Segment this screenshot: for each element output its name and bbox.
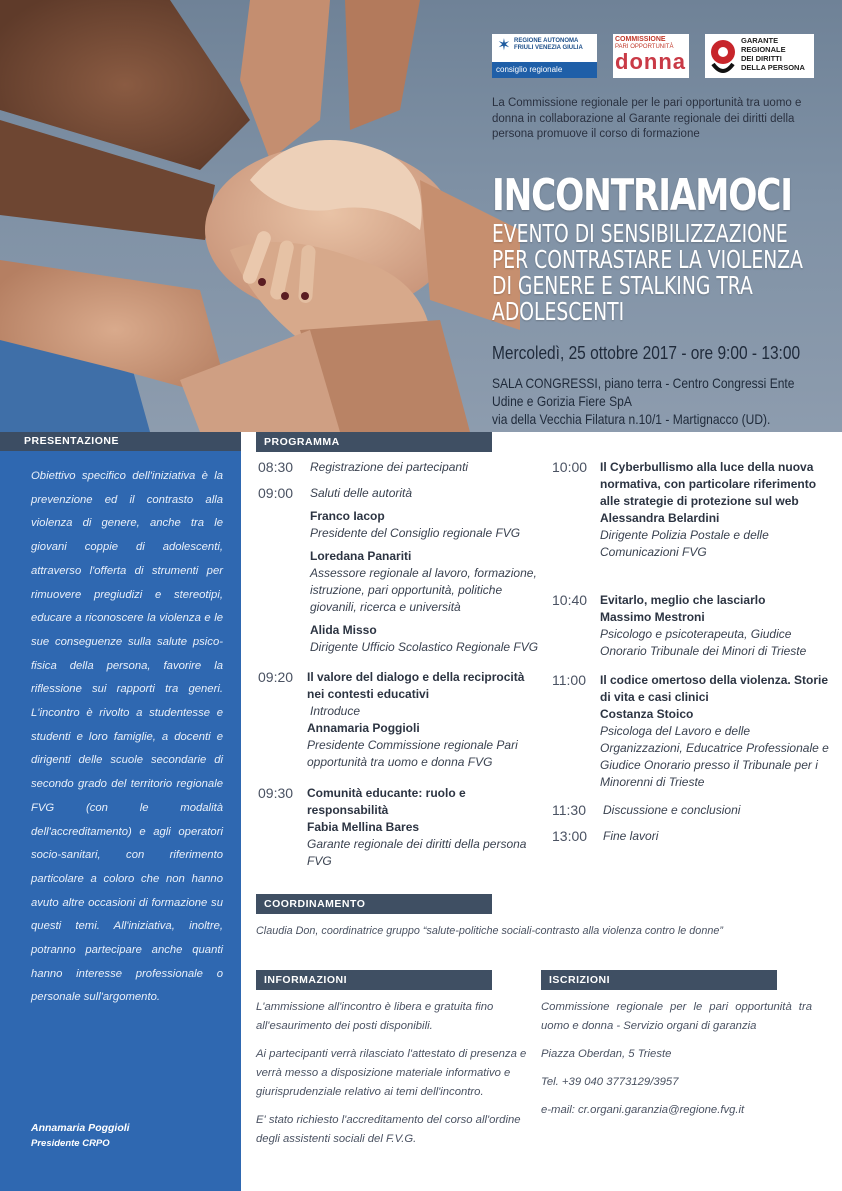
event-title: INCONTRIAMOCI: [492, 170, 792, 221]
program-text: Fine lavori: [603, 829, 659, 843]
info-paragraph: Ai partecipanti verrà rilasciato l'attestato di presenza e verrà messo a disposizione materiale informativo e giurisprudenziale relativo ai temi dell'incontro.: [256, 1048, 527, 1098]
subtitle-line3: DI GENERE E STALKING TRA: [492, 271, 753, 300]
program-time: 09:00: [258, 485, 294, 501]
partner-logos: [492, 34, 814, 78]
garante-line1: GARANTE: [741, 36, 779, 45]
garante-line2: REGIONALE: [741, 45, 786, 54]
iscrizioni-heading: ISCRIZIONI: [541, 970, 777, 990]
info-paragraph: L'ammissione all'incontro è libera e gratuita fino all'esaurimento dei posti disponibili.: [256, 1001, 494, 1032]
informazioni-heading: INFORMAZIONI: [256, 970, 492, 990]
signature-role: Presidente CRPO: [31, 1138, 110, 1149]
venue-line3: via della Vecchia Filatura n.10/1 - Martignacco (UD).: [492, 411, 771, 427]
cpo-logo-line1: COMMISSIONE: [615, 36, 666, 43]
session-title: Il Cyberbullismo alla luce della nuova normativa, con particolare riferimento alle strategie di protezione sul web: [600, 460, 817, 508]
program-time: 10:00: [552, 459, 588, 475]
speaker-role: Presidente Commissione regionale Pari opportunità tra uomo e donna FVG: [307, 738, 518, 769]
garante-logo-text: [741, 36, 805, 72]
iscrizioni-address: Piazza Oberdan, 5 Trieste: [541, 1048, 672, 1060]
program-time: 11:30: [552, 802, 586, 818]
subtitle-line2: PER CONTRASTARE LA VIOLENZA: [492, 245, 803, 274]
fvg-logo-text: REGIONE AUTONOMA FRIULI VENEZIA GIULIA: [514, 38, 583, 51]
speaker-name: Costanza Stoico: [600, 707, 694, 721]
garante-mark-icon: [709, 38, 737, 74]
iscrizioni-email[interactable]: e-mail: cr.organi.garanzia@regione.fvg.it: [541, 1104, 745, 1116]
speaker-name: Fabia Mellina Bares: [307, 820, 420, 834]
program-time: 09:30: [258, 785, 294, 801]
program-text: Registrazione dei partecipanti: [310, 460, 469, 474]
signature-name: Annamaria Poggioli: [31, 1122, 130, 1134]
programma-heading: PROGRAMMA: [256, 432, 492, 452]
iscrizioni-paragraph: Commissione regionale per le pari opportunità tra uomo e donna - Servizio organi di garanzia: [541, 1001, 812, 1032]
consiglio-regionale-logo: [492, 34, 597, 78]
coordinamento-heading: COORDINAMENTO: [256, 894, 492, 914]
event-subtitle: [492, 221, 807, 325]
speaker-role: Dirigente Ufficio Scolastico Regionale FVG: [310, 640, 539, 654]
session-title: Comunità educante: ruolo e responsabilità: [307, 786, 466, 817]
iscrizioni-text: [541, 998, 812, 1120]
speaker-role: Psicologo e psicoterapeuta, Giudice Onorario Tribunale dei Minori di Trieste: [600, 627, 807, 658]
speaker-role: Garante regionale dei diritti della persona FVG: [307, 837, 527, 868]
speaker-name: Alida Misso: [310, 623, 377, 637]
event-venue: [492, 374, 794, 428]
coordinamento-text: Claudia Don, coordinatrice gruppo “salute-politiche sociali-contrasto alla violenza contro le donne”: [256, 925, 723, 937]
speaker-name: Franco Iacop: [310, 509, 385, 523]
venue-line1: SALA CONGRESSI, piano terra - Centro Congressi Ente: [492, 375, 795, 391]
cpo-logo-line2: PARI OPPORTUNITÀ: [615, 44, 674, 50]
eagle-icon: ✶: [497, 37, 511, 54]
speaker-role: Presidente del Consiglio regionale FVG: [310, 526, 521, 540]
speaker-role: Dirigente Polizia Postale e delle Comunicazioni FVG: [600, 528, 769, 559]
event-date: Mercoledì, 25 ottobre 2017 - ore 9:00 - 13:00: [492, 343, 801, 363]
program-time: 13:00: [552, 828, 588, 844]
session-note: Introduce: [310, 704, 361, 718]
session-title: Il codice omertoso della violenza. Storie di vita e casi clinici: [600, 673, 829, 704]
cpo-logo-word: donna: [615, 49, 686, 74]
program-text: Saluti delle autorità: [310, 486, 413, 500]
program-time: 08:30: [258, 459, 294, 475]
speaker-name: Massimo Mestroni: [600, 610, 705, 624]
commissione-pari-opportunita-logo: [613, 34, 689, 78]
presentazione-text: Obiettivo specifico dell'iniziativa è la prevenzione ed il contrasto alla violenza di genere, anche tra le giovani coppie di adolescenti, attraverso l'offerta di strumenti per rimuovere pregiudizi e stereotipi, educare a riconoscere la violenza e le sue conseguenze sulla salute psico-fisica della persona, favorire la riflessione sui rapporti tra generi. L'incontro è rivolto a studentesse e studenti e loro famiglie, a docenti e dirigenti delle scuole secondarie di secondo grado del territorio regionale FVG (con le modalità dell'accreditamento) e agli operatori socio-sanitari, con riferimento particolare a coloro che non hanno avuto altre occasioni di formazione su questi temi. All'iniziativa, inoltre, potranno partecipare anche quanti hanno interesse professionale o personale sull'argomento.: [31, 470, 223, 1004]
program-text: Discussione e conclusioni: [603, 803, 741, 817]
presentazione-heading: PRESENTAZIONE: [0, 432, 241, 451]
program-time: 11:00: [552, 672, 586, 688]
speaker-role: Assessore regionale al lavoro, formazione, istruzione, pari opportunità, politiche giovanili, ricerca e università: [310, 566, 537, 614]
info-paragraph: E' stato richiesto l'accreditamento del corso all'ordine degli assistenti sociali del F.V.G.: [256, 1114, 521, 1145]
program-time: 09:20: [258, 669, 294, 685]
intro-text: La Commissione regionale per le pari opportunità tra uomo e donna in collaborazione al Garante regionale dei diritti della persona promuove il corso di formazione: [492, 97, 802, 140]
hero-banner: [0, 0, 842, 432]
session-title: Evitarlo, meglio che lasciarlo: [600, 593, 766, 607]
garante-line3: DEI DIRITTI: [741, 54, 782, 63]
garante-diritti-logo: [705, 34, 814, 78]
signature: [31, 1120, 130, 1152]
venue-line2: Udine e Gorizia Fiere SpA: [492, 393, 632, 409]
speaker-role: Psicologa del Lavoro e delle Organizzazioni, Educatrice Professionale e Giudice Onorario presso il Tribunale per i Minorenni di Trieste: [600, 724, 829, 789]
subtitle-line4: ADOLESCENTI: [492, 297, 625, 326]
informazioni-text: [256, 998, 528, 1149]
speaker-name: Alessandra Belardini: [600, 511, 720, 525]
speaker-name: Annamaria Poggioli: [307, 721, 420, 735]
fvg-logo-band: consiglio regionale: [492, 62, 597, 78]
subtitle-line1: EVENTO DI SENSIBILIZZAZIONE: [492, 219, 788, 248]
session-title: Il valore del dialogo e della reciprocità nei contesti educativi: [307, 670, 525, 701]
speaker-name: Loredana Panariti: [310, 549, 412, 563]
presentazione-column: [0, 432, 241, 1191]
iscrizioni-phone: Tel. +39 040 3773129/3957: [541, 1076, 679, 1088]
program-time: 10:40: [552, 592, 588, 608]
garante-line4: DELLA PERSONA: [741, 63, 805, 72]
